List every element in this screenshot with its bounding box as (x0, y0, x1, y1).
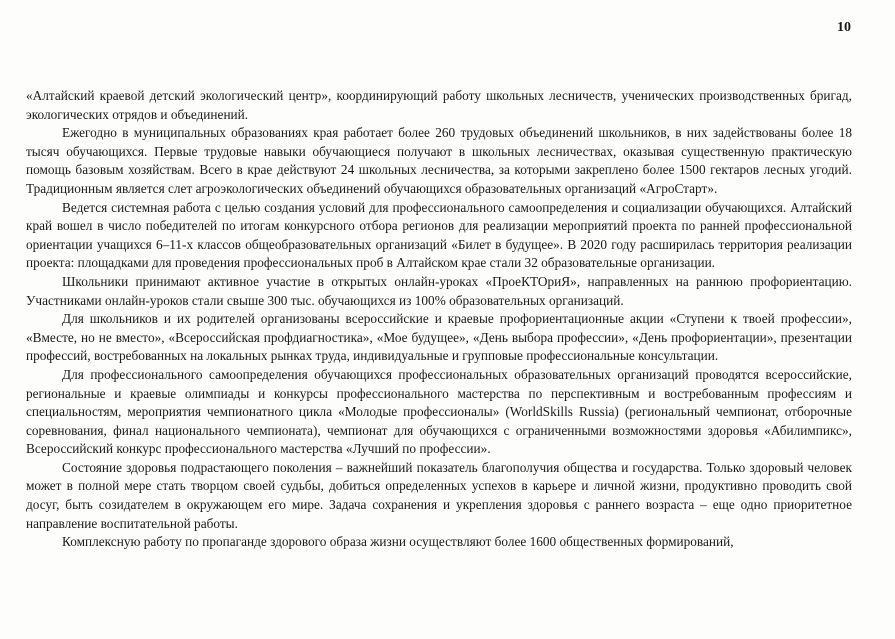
paragraph-labor-associations: Ежегодно в муниципальных образованиях края работает более 260 трудовых объединений школьников, в них задействованы более 18 тысяч обучающихся. Первые трудовые навыки обучающиеся получают в школьных лесничествах, оказывая существенную практическую помощь базовым хозяйствам. Всего в крае действуют 24 школьных лесничества, за которыми закреплено более 1500 гектаров лесных угодий. Традиционным является слет агроэкологических объединений обучающихся образовательных организаций «АгроСтарт». (26, 125, 852, 196)
paragraph-continuation: «Алтайский краевой детский экологический центр», координирующий работу школьных лесничеств, ученических производственных бригад, экологических отрядов и объединений. (26, 88, 852, 122)
paragraph-career-actions: Для школьников и их родителей организованы всероссийские и краевые профориентационные акции «Ступени к твоей профессии», «Вместе, но не вместо», «Всероссийская профдиагностика», «Мое будущее», «День выбора профессии», «День профориентации», презентации профессий, востребованных на локальных рынках труда, индивидуальные и групповые профессиональные консультации. (26, 311, 852, 364)
paragraph-competitions: Для профессионального самоопределения обучающихся профессиональных образовательных организаций проводятся всероссийские, региональные и краевые олимпиады и конкурсы профессионального мастерства по перспективным и востребованным профессиям и специальностям, мероприятия чемпионатного цикла «Молодые профессионалы» (WorldSkills Russia) (региональный чемпионат, отборочные соревнования, финал национального чемпионата), чемпионат для обучающихся с ограниченными возможностями здоровья «Абилимпикс», Всероссийский конкурс профессионального мастерства «Лучший по профессии». (26, 366, 852, 457)
paragraph-health: Состояние здоровья подрастающего поколения – важнейший показатель благополучия общества и государства. Только здоровый человек может в полной мере стать творцом своей судьбы, добиться определенных успехов в карьере и личной жизни, продуктивно проводить свой досуг, быть созидателем в окружающем его мире. Задача сохранения и укрепления здоровья с раннего возраста – еще одно приоритетное направление воспитательной работы. (26, 459, 852, 531)
body-text (26, 87, 852, 552)
paragraph-healthy-lifestyle: Комплексную работу по пропаганде здорового образа жизни осуществляют более 1600 общественных формирований, (62, 534, 734, 550)
paragraph-self-determination: Ведется системная работа с целью создания условий для профессионального самоопределения и социализации обучающихся. Алтайский край вошел в число победителей по итогам конкурсного отбора регионов для реализации мероприятий проекта по ранней профессиональной ориентации учащихся 6–11-х классов общеобразовательных организаций «Билет в будущее». В 2020 году расширилась территория реализации проекта: площадками для проведения профессиональных проб в Алтайском крае стали 32 образовательные организации. (26, 199, 852, 271)
paragraph-online-lessons: Школьники принимают активное участие в открытых онлайн-уроках «ПроеКТОриЯ», направленных на раннюю профориентацию. Участниками онлайн-уроков стали свыше 300 тыс. обучающихся из 100% образовательных организаций. (26, 273, 852, 308)
page-number: 10 (837, 20, 851, 35)
